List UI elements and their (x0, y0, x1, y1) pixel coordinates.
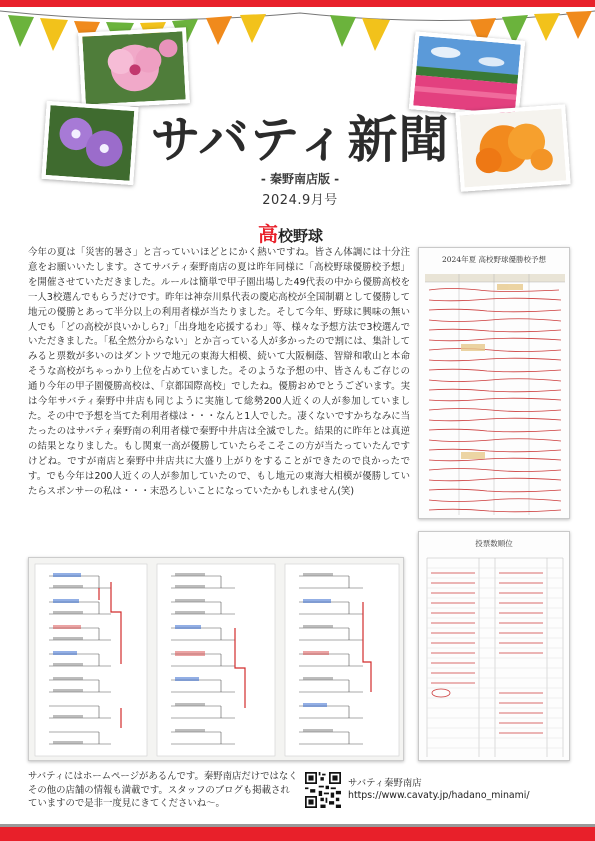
article-body: 今年の夏は「災害的暑さ」と言っていいほどとにかく熱いですね。皆さん体調には十分注意をお願いいたします。さてサバティ秦野南店の夏は昨年同様に「高校野球優勝校予想」を開催させていただきました。ルールは簡単で甲子園出場した49代表の中から優勝高校を一人3校選んでもらうだけです。昨年は神奈川県代表の慶応高校が全国制覇として優勝して地元の優勝とあって半分以上の利用者様が当たりました。そして今年、野球に興味の無い人でも「どの高校が良いかしら?」「出身地を応援するわ」等、様々な予想方法で3校選んでいただきました。「私全然分からない」とか言っている人が多かったので割には、集計してみると票数が多いのはダントツで地元の東海大相模、続いて大阪桐蔭、智辯和歌山と本命そうな高校がちゃっかり上位を占めていました。そのような予想の中、皆さんもご存じの通り今年の甲子園優勝高校は、「京都国際高校」でしたね。優勝おめでとうございます。実は今年サバティ秦野中井店も同じように実施して総勢200人近くの人が参加していました。その中で予想を当てた利用者様は・・・なんと1人でした。凄くないですかちなみに当たったのはサバティ秦野南の利用者様で秦野中井店は全滅でした。結果的に昨年とは真逆の結果となりました。もし関東一高が優勝していたらそこそこの方が当たっていたんですけどね。ですが南店と秦野中井店共に大盛り上がりをすることができたので良かったです。でも今年は200人近くの人が参加していたので、もし地元の東海大相模が優勝していたらスポンサーの私は・・・末恐ろしいことになっていたかもしれません(笑) (28, 247, 410, 497)
orange-flower-photo (455, 104, 570, 191)
tournament-bracket-lines (29, 558, 404, 761)
vote-ranking-sheet-grid (419, 552, 570, 761)
forecast-sheet-title: 2024年夏 高校野球優勝校予想 (442, 255, 546, 264)
purple-flower-photo (41, 101, 138, 185)
section-heading (258, 218, 323, 247)
tournament-bracket-photo (28, 557, 404, 761)
section-heading-first-char: 高 (258, 222, 278, 246)
top-red-bar (0, 0, 595, 7)
footer-message: サバティにはホームページがあるんです。秦野南店だけではなくその他の店舗の情報も満載です。スタッフのブログも掲載されていますので是非一度見にきてくださいね〜。 (28, 771, 298, 809)
issue-date: 2024.9月号 (262, 193, 338, 208)
edition-label: - 秦野南店版 - (260, 172, 340, 186)
flower-field-photo (409, 31, 525, 118)
section-heading-rest: 校野球 (278, 227, 324, 245)
vote-ranking-sheet-title: 投票数順位 (475, 539, 513, 548)
pink-hibiscus-photo (78, 27, 190, 109)
qr-code-icon[interactable] (305, 772, 341, 808)
newsletter-title: サバティ新聞 (150, 110, 450, 169)
bottom-red-bar (0, 827, 595, 841)
vote-ranking-sheet-photo (418, 531, 570, 761)
forecast-sheet-grid (419, 270, 570, 519)
forecast-sheet-photo (418, 247, 570, 519)
masthead (150, 112, 450, 208)
shop-url-link[interactable]: https://www.cavaty.jp/hadano_minami/ (348, 790, 530, 801)
shop-name: サバティ秦野南店 (348, 778, 422, 789)
